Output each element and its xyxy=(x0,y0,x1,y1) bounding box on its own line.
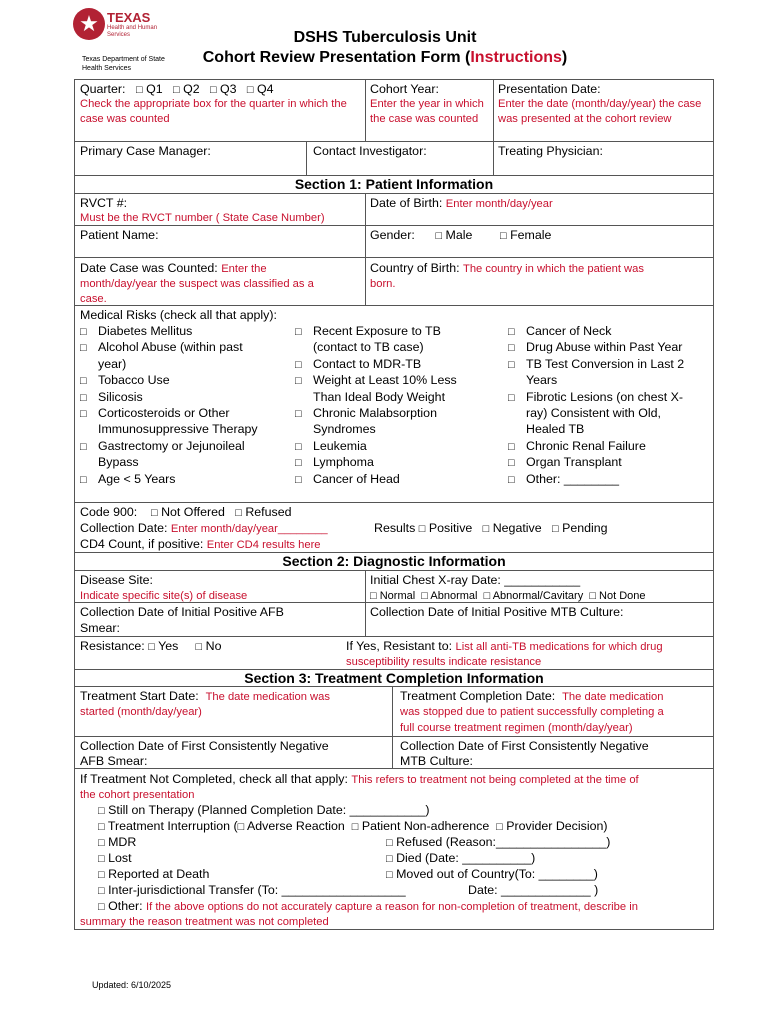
still-on-label: Still on Therapy (Planned Completion Date: ___________) xyxy=(108,803,430,817)
risk-label: Silicosis xyxy=(98,389,143,404)
risk-label: Corticosteroids or Other xyxy=(98,406,230,420)
risk-item xyxy=(80,323,192,340)
male-label: Male xyxy=(445,228,473,242)
nonadherence-label: Patient Non-adherence xyxy=(361,819,490,833)
checkbox-nonadherence[interactable]: □ xyxy=(351,821,359,833)
risk-item xyxy=(508,421,584,437)
no-label: No xyxy=(205,639,222,653)
checkbox-other[interactable]: □ xyxy=(98,901,105,913)
afb-label1: Collection Date of Initial Positive AFB xyxy=(80,605,284,619)
rvct-help: Must be the RVCT number ( State Case Number) xyxy=(80,212,325,224)
refused-option xyxy=(386,834,610,851)
disease-site-help: Indicate specific site(s) of disease xyxy=(80,590,248,602)
collection-date-label: Collection Date: xyxy=(80,521,168,535)
transfer-option xyxy=(98,882,406,899)
checkbox-yes[interactable]: □ xyxy=(148,641,155,653)
risk-label: Healed TB xyxy=(526,422,585,437)
not-completed-help1: This refers to treatment not being completed at the time of xyxy=(351,774,639,786)
title-suffix: ) xyxy=(561,49,568,66)
afb-label2: Smear: xyxy=(80,621,120,635)
risk-item xyxy=(508,405,661,421)
mtb-neg1: Collection Date of First Consistently Negative xyxy=(400,739,649,753)
title-line1: DSHS Tuberculosis Unit xyxy=(293,29,477,46)
completion-help1: The date medication xyxy=(562,691,664,703)
lost-label: Lost xyxy=(108,851,132,865)
not-completed-label: If Treatment Not Completed, check all that apply: xyxy=(80,772,348,786)
risk-checkbox[interactable]: □ xyxy=(295,440,302,453)
died-label: Died (Date: __________) xyxy=(396,851,536,865)
date-counted-field xyxy=(80,260,267,277)
died-option xyxy=(386,850,535,867)
risk-checkbox[interactable]: □ xyxy=(80,326,87,338)
checkbox-q2[interactable]: □ xyxy=(172,84,180,96)
other-label: Other: xyxy=(108,899,143,913)
completion-help2: was stopped due to patient successfully completing a xyxy=(400,706,664,718)
afb-neg2: AFB Smear: xyxy=(80,754,148,768)
section3-title: Section 3: Treatment Completion Information xyxy=(244,670,544,686)
date-counted-help1: Enter the xyxy=(221,263,267,275)
risk-item xyxy=(295,323,441,340)
checkbox-q3[interactable]: □ xyxy=(209,84,217,96)
code900-label: Code 900: xyxy=(80,505,138,519)
risk-item xyxy=(80,405,230,422)
checkbox-mdr[interactable]: □ xyxy=(98,837,105,849)
results-label: Results xyxy=(374,521,416,535)
risk-item xyxy=(508,389,683,406)
risk-checkbox[interactable]: □ xyxy=(295,375,302,388)
logo-sub2: Services xyxy=(107,32,131,38)
cd4-help: Enter CD4 results here xyxy=(206,539,321,551)
abnormal-cavitary-label: Abnormal/Cavitary xyxy=(492,590,584,602)
rvct-label: RVCT #: xyxy=(80,196,128,210)
star-icon: ★ xyxy=(79,11,99,36)
checkbox-q4[interactable]: □ xyxy=(246,84,254,96)
primary-case-manager-label: Primary Case Manager: xyxy=(80,144,211,158)
cohort-year-label: Cohort Year: xyxy=(370,82,439,96)
moved-label: Moved out of Country(To: ________) xyxy=(396,867,598,881)
negative-label: Negative xyxy=(492,521,542,535)
patient-name-label: Patient Name: xyxy=(80,228,159,242)
risk-item xyxy=(295,372,457,389)
date-counted-label: Date Case was Counted: xyxy=(80,261,218,275)
other-help1: If the above options do not accurately capture a reason for non-completion of treatment, describe in xyxy=(146,901,638,913)
risk-label: Bypass xyxy=(98,455,139,470)
death-option xyxy=(98,866,209,883)
checkbox-q1[interactable]: □ xyxy=(136,84,143,96)
not-completed-field xyxy=(80,771,639,788)
provider-label: Provider Decision) xyxy=(506,819,608,833)
title-prefix: Cohort Review Presentation Form ( xyxy=(202,49,471,66)
risk-checkbox[interactable]: □ xyxy=(508,457,515,470)
logo-dept1: Texas Department of State xyxy=(82,56,165,63)
risk-checkbox[interactable]: □ xyxy=(295,473,302,486)
collection-date-field xyxy=(80,520,328,537)
risk-item xyxy=(80,454,139,470)
risk-item xyxy=(295,405,437,422)
risk-label: Drug Abuse within Past Year xyxy=(526,340,683,355)
xray-options xyxy=(370,588,646,604)
risk-checkbox[interactable]: □ xyxy=(508,473,515,486)
afb-neg1: Collection Date of First Consistently Negative xyxy=(80,739,329,753)
normal-label: Normal xyxy=(379,590,416,602)
risk-label: Gastrectomy or Jejunoileal xyxy=(98,438,245,453)
updated-date: Updated: 6/10/2025 xyxy=(92,980,172,990)
refused-reason-label: Refused (Reason:________________) xyxy=(396,835,611,849)
mtb-label: Collection Date of Initial Positive MTB Culture: xyxy=(370,605,624,619)
still-on-therapy xyxy=(98,802,430,819)
lost-option xyxy=(98,850,132,867)
presentation-date-label: Presentation Date: xyxy=(498,82,601,96)
risk-label: Alcohol Abuse (within past xyxy=(98,340,243,355)
risk-label: Than Ideal Body Weight xyxy=(313,389,446,404)
resistant-to-help1: List all anti-TB medications for which drug xyxy=(455,641,663,653)
risk-label: Immunosuppressive Therapy xyxy=(98,422,258,437)
mtb-neg2: MTB Culture: xyxy=(400,754,473,768)
risk-item xyxy=(80,372,170,389)
risk-item xyxy=(508,438,646,455)
risk-label: Other: ________ xyxy=(526,471,620,486)
country-help1: The country in which the patient was xyxy=(462,263,644,275)
completion-help3: full course treatment regimen (month/day/year) xyxy=(400,722,633,734)
checkbox-lost[interactable]: □ xyxy=(98,853,105,865)
risk-item xyxy=(80,356,126,372)
risk-checkbox[interactable]: □ xyxy=(508,391,515,404)
not-done-label: Not Done xyxy=(599,590,646,602)
risk-label: TB Test Conversion in Last 2 xyxy=(526,356,685,371)
risk-label: Recent Exposure to TB xyxy=(313,324,441,338)
start-label: Treatment Start Date: xyxy=(80,689,199,703)
gender-field xyxy=(370,227,551,244)
checkbox-pending[interactable]: □ xyxy=(551,523,559,535)
date-counted-help2: month/day/year the suspect was classified as a xyxy=(80,278,314,290)
not-offered-label: Not Offered xyxy=(161,505,225,519)
treating-physician-label: Treating Physician: xyxy=(498,144,603,158)
risk-label: Cancer of Neck xyxy=(526,324,612,338)
other-option xyxy=(98,898,638,915)
risk-label: Organ Transplant xyxy=(526,455,622,470)
risk-label: Chronic Renal Failure xyxy=(526,438,646,453)
risk-item xyxy=(295,339,424,355)
country-field xyxy=(370,260,644,277)
medical-risks-label: Medical Risks (check all that apply): xyxy=(80,308,277,322)
risk-item xyxy=(295,471,400,488)
xray-label: Initial Chest X-ray Date: ___________ xyxy=(370,573,581,587)
risk-item xyxy=(508,323,611,340)
checkbox-female[interactable]: □ xyxy=(499,230,507,242)
dob-label: Date of Birth: xyxy=(370,196,443,210)
checkbox-provider[interactable]: □ xyxy=(496,821,503,833)
risk-label: year) xyxy=(98,356,127,371)
adverse-label: Adverse Reaction xyxy=(247,819,345,833)
gender-label: Gender: xyxy=(370,228,415,242)
transfer-date: Date: _____________ ) xyxy=(468,883,599,897)
risk-item xyxy=(295,356,421,373)
risk-checkbox[interactable]: □ xyxy=(295,408,302,420)
risk-item xyxy=(295,454,374,471)
dob-field xyxy=(370,195,553,212)
completion-field xyxy=(400,688,663,705)
checkbox-interruption[interactable]: □ xyxy=(98,821,105,833)
other-help2: summary the reason treatment was not completed xyxy=(80,916,329,928)
checkbox-abnormal[interactable]: □ xyxy=(421,590,428,602)
title-instructions: Instructions xyxy=(470,49,562,66)
resistant-to-help2: susceptibility results indicate resistance xyxy=(346,656,542,668)
date-counted-help3: case. xyxy=(80,293,107,305)
risk-checkbox[interactable]: □ xyxy=(80,440,87,453)
risk-item xyxy=(80,421,258,437)
pending-label: Pending xyxy=(562,521,608,535)
risk-checkbox[interactable]: □ xyxy=(295,326,302,338)
checkbox-adverse[interactable]: □ xyxy=(237,821,245,833)
moved-option xyxy=(386,866,598,883)
checkbox-normal[interactable]: □ xyxy=(370,590,377,602)
risk-checkbox[interactable]: □ xyxy=(508,326,515,338)
resistant-to-field xyxy=(346,638,663,655)
risk-item xyxy=(508,356,684,373)
risk-item xyxy=(295,389,445,405)
checkbox-not-done[interactable]: □ xyxy=(589,590,596,602)
checkbox-no[interactable]: □ xyxy=(195,641,203,653)
resistant-to-label: If Yes, Resistant to: xyxy=(346,639,453,653)
checkbox-moved[interactable]: □ xyxy=(386,869,393,881)
q3-label: Q3 xyxy=(220,82,237,96)
not-completed-help2: the cohort presentation xyxy=(80,789,195,801)
checkbox-abnormal-cavitary[interactable]: □ xyxy=(483,590,491,602)
risk-item xyxy=(508,454,622,471)
quarter-label: Quarter: xyxy=(80,82,126,96)
risk-checkbox[interactable]: □ xyxy=(295,457,302,470)
section2-title: Section 2: Diagnostic Information xyxy=(282,553,506,569)
checkbox-refused[interactable]: □ xyxy=(235,507,242,519)
risk-item xyxy=(80,339,243,356)
page-title xyxy=(140,28,630,68)
dob-help: Enter month/day/year xyxy=(445,198,553,210)
cd4-label: CD4 Count, if positive: xyxy=(80,537,204,551)
risk-label: Diabetes Mellitus xyxy=(98,324,193,338)
risk-item xyxy=(295,438,367,455)
section1-title: Section 1: Patient Information xyxy=(294,176,494,192)
treatment-interruption xyxy=(98,818,607,835)
risk-checkbox[interactable]: □ xyxy=(295,358,302,371)
risk-item xyxy=(508,372,557,388)
risk-label: Cancer of Head xyxy=(313,471,400,486)
logo-sub1: Health and Human xyxy=(107,25,158,31)
checkbox-positive[interactable]: □ xyxy=(418,523,426,535)
risk-label: Syndromes xyxy=(313,422,376,437)
death-label: Reported at Death xyxy=(108,867,210,881)
risk-label: ray) Consistent with Old, xyxy=(526,406,661,420)
risk-label: (contact to TB case) xyxy=(313,340,424,355)
code900-field xyxy=(80,504,292,521)
risk-label: Age < 5 Years xyxy=(98,471,176,486)
logo-dept2: Health Services xyxy=(82,65,132,72)
checkbox-negative[interactable]: □ xyxy=(482,523,490,535)
interruption-label: Treatment Interruption ( xyxy=(107,819,238,833)
refused-label: Refused xyxy=(245,505,292,519)
q4-label: Q4 xyxy=(257,82,274,96)
completion-label: Treatment Completion Date: xyxy=(400,689,556,703)
cohort-year-help: Enter the year in which the case was counted xyxy=(370,98,484,125)
country-label: Country of Birth: xyxy=(370,261,460,275)
checkbox-death[interactable]: □ xyxy=(98,869,105,881)
risk-checkbox[interactable]: □ xyxy=(508,440,515,453)
disease-site-label: Disease Site: xyxy=(80,573,154,587)
results-field xyxy=(374,520,608,537)
risk-item xyxy=(295,421,376,437)
risk-checkbox[interactable]: □ xyxy=(80,391,87,404)
start-help1: The date medication was xyxy=(205,691,330,703)
q2-label: Q2 xyxy=(183,82,200,96)
resistance-field xyxy=(80,638,221,655)
risk-item xyxy=(508,471,619,488)
risk-checkbox[interactable]: □ xyxy=(80,342,87,355)
risk-label: Tobacco Use xyxy=(98,373,170,388)
risk-label: Fibrotic Lesions (on chest X- xyxy=(526,389,684,404)
risk-label: Chronic Malabsorption xyxy=(313,406,437,420)
presentation-date-help: Enter the date (month/day/year) the case was presented at the cohort review xyxy=(498,98,702,125)
risk-item xyxy=(80,438,245,455)
checkbox-transfer[interactable]: □ xyxy=(98,885,105,897)
mdr-label: MDR xyxy=(108,835,137,849)
title-line2 xyxy=(140,48,630,68)
resistance-label: Resistance: xyxy=(80,639,145,653)
risk-checkbox[interactable]: □ xyxy=(80,473,87,486)
risk-label: Contact to MDR-TB xyxy=(313,356,422,371)
risk-item xyxy=(80,389,143,406)
mdr-option xyxy=(98,834,136,851)
contact-investigator-label: Contact Investigator: xyxy=(313,144,427,158)
yes-label: Yes xyxy=(158,639,179,653)
risk-item xyxy=(508,339,682,356)
q1-label: Q1 xyxy=(146,82,163,96)
risk-label: Leukemia xyxy=(313,438,367,453)
positive-label: Positive xyxy=(428,521,473,535)
checkbox-still-on[interactable]: □ xyxy=(98,805,105,817)
risk-checkbox[interactable]: □ xyxy=(508,342,515,355)
risk-label: Weight at Least 10% Less xyxy=(313,373,457,388)
checkbox-male[interactable]: □ xyxy=(435,230,443,242)
checkbox-refused-reason[interactable]: □ xyxy=(386,837,393,849)
risk-item xyxy=(80,471,176,488)
quarter-options xyxy=(136,81,274,98)
checkbox-died[interactable]: □ xyxy=(386,853,393,865)
country-help2: born. xyxy=(370,278,396,290)
quarter-help: Check the appropriate box for the quarter in which the case was counted xyxy=(80,98,347,125)
checkbox-not-offered[interactable]: □ xyxy=(150,507,158,519)
cd4-field xyxy=(80,536,321,553)
risk-checkbox[interactable]: □ xyxy=(508,358,515,371)
transfer-label: Inter-jurisdictional Transfer (To: __________________ xyxy=(108,883,406,897)
risk-checkbox[interactable]: □ xyxy=(80,408,87,420)
abnormal-label: Abnormal xyxy=(430,590,478,602)
risk-checkbox[interactable]: □ xyxy=(80,375,87,388)
start-help2: started (month/day/year) xyxy=(80,706,202,718)
start-field xyxy=(80,688,330,705)
logo-brand: TEXAS xyxy=(107,10,151,25)
female-label: Female xyxy=(510,228,552,242)
risk-label: Years xyxy=(526,373,558,388)
collection-date-help: Enter month/day/year________ xyxy=(170,523,328,535)
risk-label: Lymphoma xyxy=(313,455,374,470)
